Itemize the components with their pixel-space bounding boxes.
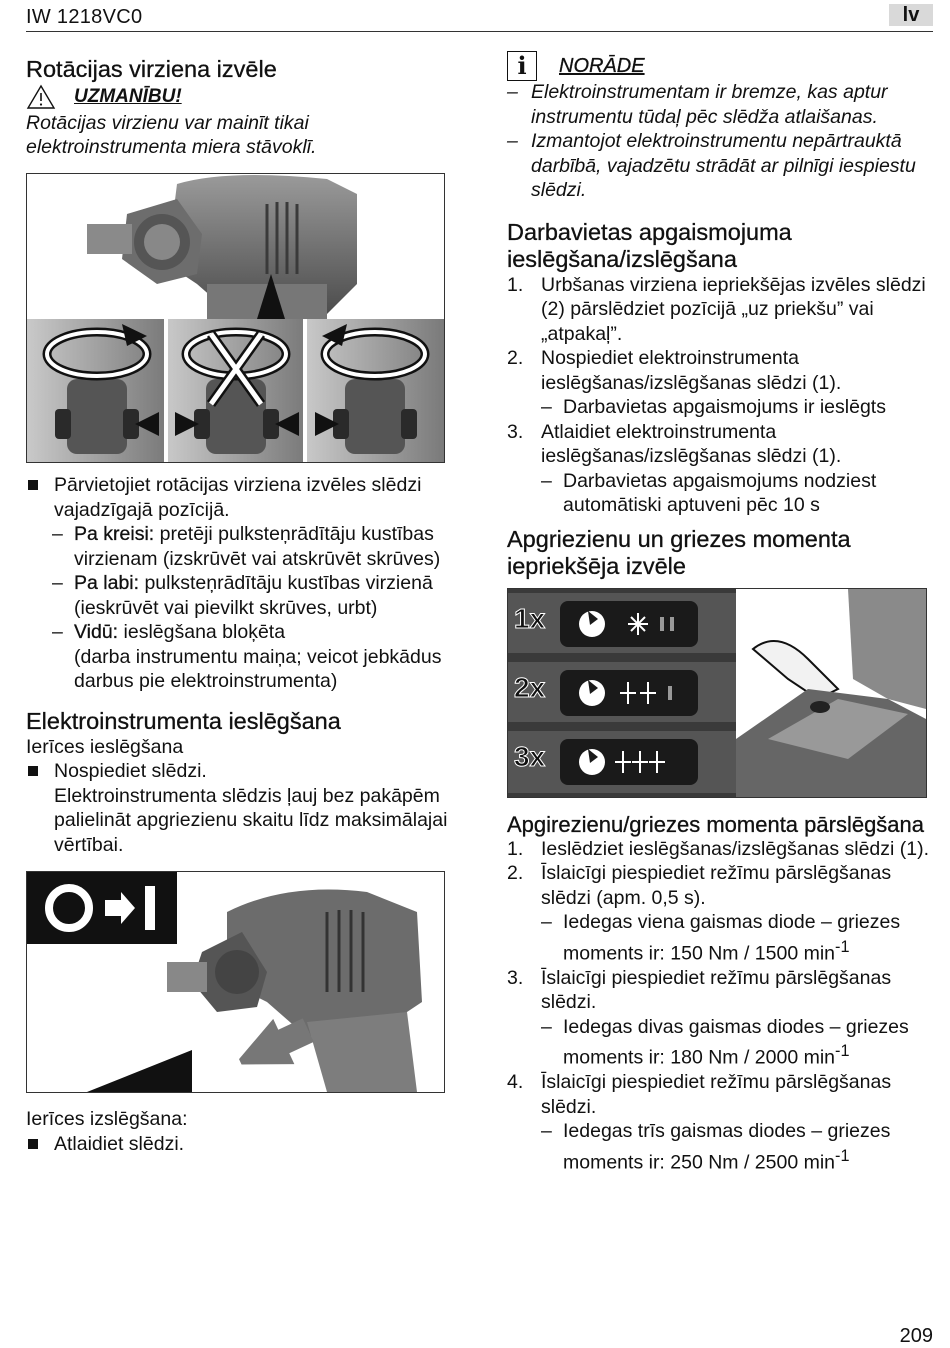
warning-triangle-icon [26,84,56,110]
step-sub-sup: -1 [835,1042,850,1060]
warning-label: UZMANĪBU! [74,86,182,107]
preselect-figure [507,588,927,798]
step-number: 3. [507,966,524,989]
preselect-label-3x: 3x [514,740,546,772]
worklight-step [507,420,933,518]
note-item-text: Elektroinstrumentam ir bremze, kas aptur instrumentu tūdaļ pēc slēdža atlaišanas. [531,81,888,128]
rotation-bullet [26,473,451,522]
note-item: – Elektroinstrumentam ir bremze, kas aptur instrumentu tūdaļ pēc slēdža atlaišanas. [507,80,933,129]
switch-off-subtitle: Ierīces izslēgšana: [26,1108,188,1130]
switch-on-bullet-text: Nospiediet slēdzi. [54,760,207,782]
step-sub-sup: -1 [835,1146,850,1165]
switch-on-title: Elektroinstrumenta ieslēgšana [26,707,341,734]
bullet-square [28,480,38,490]
option-text-middle: ieslēgšana bloķēta [118,621,286,643]
step-text: Īslaicīgi piespiediet režīmu pārslēgšanas slēdzi. [541,966,892,1013]
header-rule [26,31,933,32]
option-text2-right: (ieskrūvēt vai pievilkt skrūves, urbt) [74,596,378,619]
step-number: 4. [507,1071,524,1093]
step-sub-text: Darbavietas apgaismojums nodziest automātiski aptuveni pēc 10 s [563,469,877,516]
option-text2-middle: (darba instrumentu maiņa; veicot jebkādus darbus pie elektroinstrumenta) [74,645,442,692]
right-column [507,51,933,1175]
rotation-option-middle: – Vidū: ieslēgšana bloķēta (darba instrumentu maiņa; veicot jebkādus darbus pie elektroinstrumenta) [52,621,442,692]
step-sub: – Darbavietas apgaismojums nodziest automātiski aptuveni pēc 10 s [541,469,933,518]
switch-on-subtitle: Ierīces ieslēgšana [26,735,184,758]
switch-off-bullet [26,1132,451,1157]
rotation-bullet-text: Pārvietojiet rotācijas virziena izvēles slēdzi vajadzīgajā pozīcijā. [54,474,422,521]
bullet-square [28,766,38,776]
step-sub-text: Iedegas trīs gaismas diodes – griezes moments ir: 250 Nm / 2500 min [563,1120,891,1173]
step-sub-text: Iedegas viena gaismas diode – griezes moments ir: 150 Nm / 1500 min [563,911,901,964]
step-sub: – Iedegas trīs gaismas diodes – griezes moments ir: 250 Nm / 2500 $\min^{-1}$ [541,1120,891,1173]
rotation-option-left: – Pa kreisi: pretēji pulksteņrādītāju kustības virzienam (izskrūvēt vai atskrūvēt skrūves) [52,523,441,570]
info-icon: i [507,51,537,81]
step-sub-sup: -1 [835,937,850,956]
worklight-step [507,346,933,420]
switching-step [507,966,933,1071]
language-badge: lv [889,4,933,26]
rotation-figure-drawing [27,174,444,462]
switching-step [507,861,933,966]
step-number: 2. [507,862,524,884]
step-number: 2. [507,347,524,369]
switch-on-detail: Elektroinstrumenta slēdzis ļauj bez pakāpēm palielināt apgriezienu skaitu līdz maksimālajai vērtībai. [54,784,448,856]
preselect-figure-drawing [508,589,926,797]
step-number: 1. [507,273,524,296]
left-column [26,56,451,1156]
document-model: IW 1218VC0 [26,6,143,28]
step-text: Ieslēdziet ieslēgšanas/izslēgšanas slēdzi (1). [541,837,930,860]
step-number: 3. [507,420,524,443]
rotation-title: Rotācijas virziena izvēle [26,56,277,82]
rotation-options [26,522,451,694]
option-term-middle: Vidū: [74,621,119,643]
switch-on-bullet [26,759,451,857]
note-item-text: Izmantojot elektroinstrumentu nepārtrauktā darbībā, vajadzētu strādāt ar pilnīgi iespiestu slēdzi. [531,130,916,201]
option-term-left: Pa kreisi: [74,523,155,545]
preselect-title: Apgriezienu un griezes momenta iepriekšēja izvēle [507,525,851,579]
trigger-figure [26,871,445,1093]
trigger-figure-drawing [27,872,444,1092]
rotation-selector-figure [26,173,445,463]
switching-step [507,1070,933,1175]
warning-text: Rotācijas virzienu var mainīt tikai elektroinstrumenta miera stāvoklī. [26,112,317,158]
step-sub-text: Iedegas divas gaismas diodes – griezes moments ir: 180 Nm / 2000 min [563,1015,909,1069]
option-text-left: pretēji pulksteņrādītāju kustības virzienam (izskrūvēt vai atskrūvēt skrūves) [74,523,441,570]
note-label: NORĀDE [559,54,645,77]
step-sub: – Iedegas divas gaismas diodes – griezes moments ir: 180 Nm / 2000 $\min^{-1}$ [541,1015,909,1069]
switching-title: Apgirezienu/griezes momenta pārslēgšana [507,811,925,837]
worklight-title: Darbavietas apgaismojuma ieslēgšana/izslēgšana [507,218,792,272]
step-sub: – Darbavietas apgaismojums ir ieslēgts [541,396,886,418]
switch-off-bullet-text: Atlaidiet slēdzi. [54,1132,185,1155]
preselect-label-2x: 2x [514,671,546,703]
step-sub-text: Darbavietas apgaismojums ir ieslēgts [563,396,886,418]
page-number: 209 [899,1325,933,1347]
switching-step [507,837,933,862]
step-sub: – Iedegas viena gaismas diode – griezes moments ir: 150 Nm / 1500 $\min^{-1}$ [541,911,901,964]
step-text: Atlaidiet elektroinstrumenta ieslēgšanas/izslēgšanas slēdzi (1). [541,420,842,467]
note-header [507,52,933,80]
warning-header [26,83,451,111]
option-term-right: Pa labi: [74,572,140,594]
step-text: Īslaicīgi piespiediet režīmu pārslēgšanas slēdzi. [541,1071,892,1118]
step-text: Urbšanas virziena iepriekšējas izvēles slēdzi (2) pārslēdziet pozīcijā „uz priekšu” vai „atpakaļ”. [541,273,926,345]
step-number: 1. [507,837,524,860]
note-item: – Izmantojot elektroinstrumentu nepārtrauktā darbībā, vajadzētu strādāt ar pilnīgi iespiestu slēdzi. [507,129,933,203]
step-text: Īslaicīgi piespiediet režīmu pārslēgšanas slēdzi (apm. 0,5 s). [541,862,892,909]
preselect-label-1x: 1x [514,602,546,634]
bullet-square [28,1139,38,1149]
worklight-step [507,273,933,347]
step-text: Nospiediet elektroinstrumenta ieslēgšanas/izslēgšanas slēdzi (1). [541,347,842,394]
option-text-right: pulksteņrādītāju kustības virzienā [139,572,433,594]
rotation-option-right: – Pa labi: pulksteņrādītāju kustības virzienā (ieskrūvēt vai pievilkt skrūves, urbt) [52,572,433,619]
